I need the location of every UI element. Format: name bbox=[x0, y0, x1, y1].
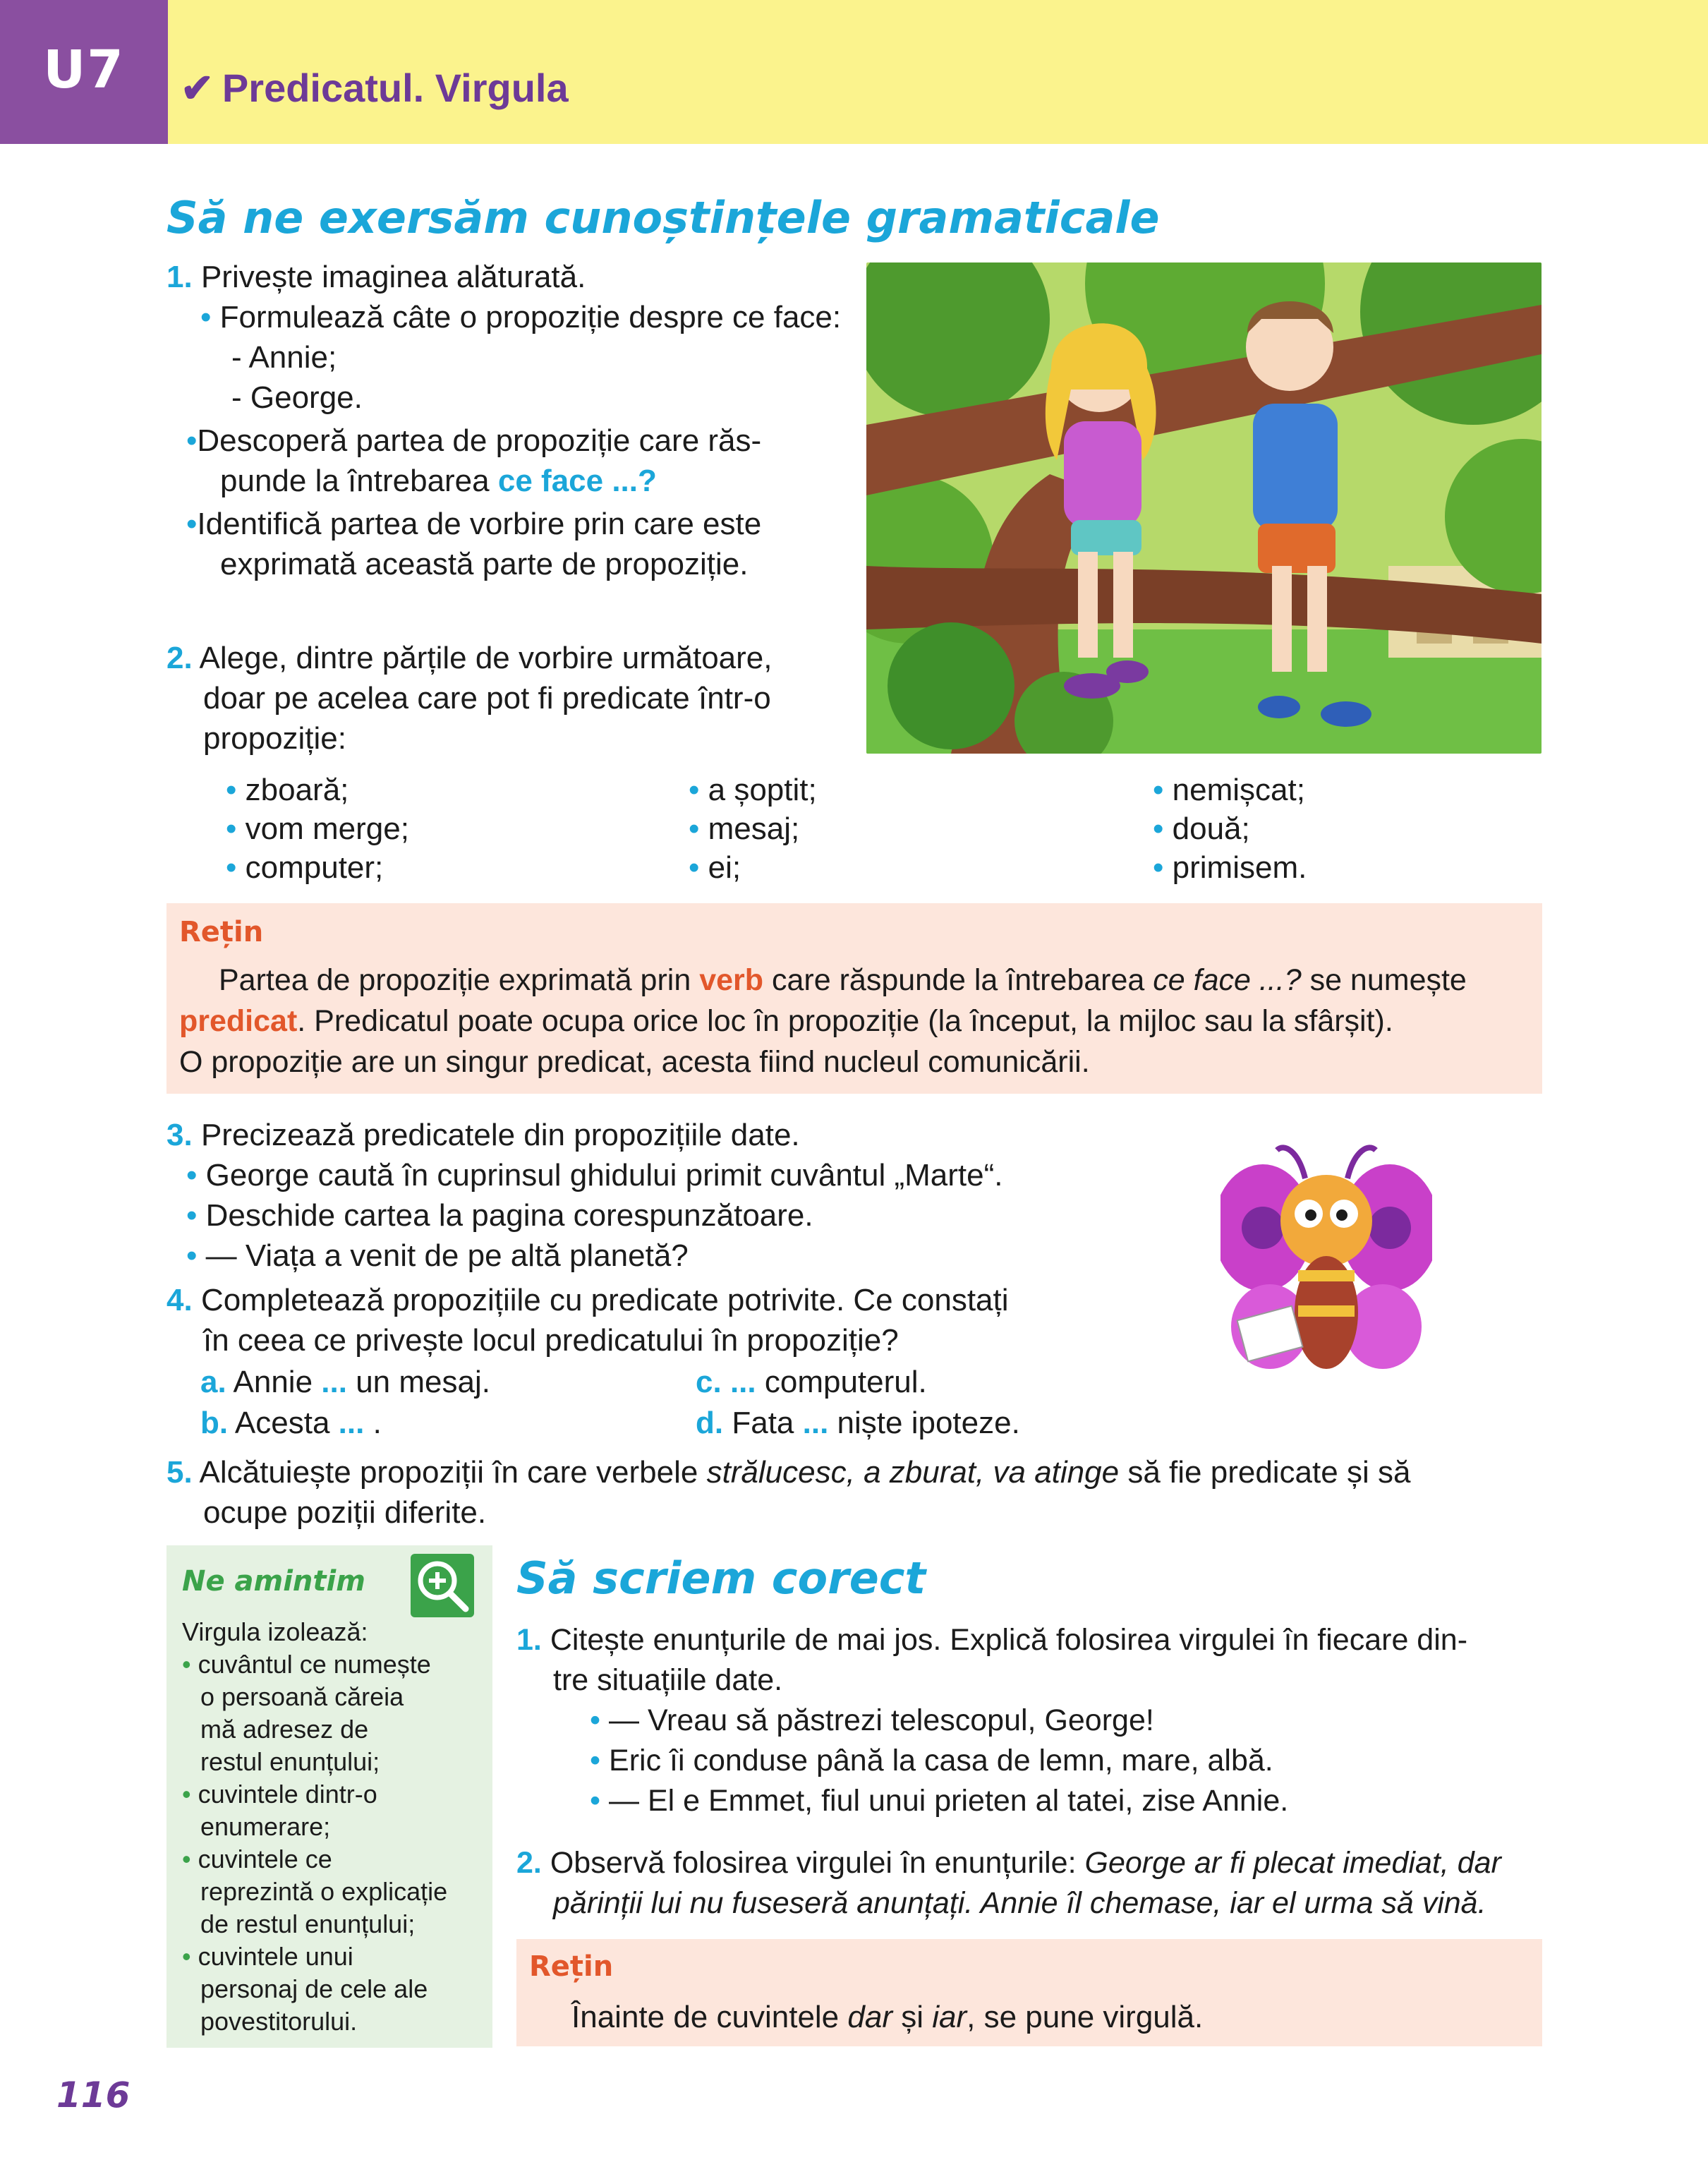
word-item: • mesaj; bbox=[689, 811, 800, 846]
sub-item: - George. bbox=[231, 380, 363, 415]
retin-fragment: . Predicatul poate ocupa orice loc în propoziție (la început, la mijloc sau la sfârșit). bbox=[297, 1004, 1393, 1038]
exercise-text: să fie predicate și să bbox=[1127, 1455, 1411, 1490]
spelling-exercise-2 bbox=[516, 1843, 1546, 1924]
exercise-text: Precizează predicatele din propozițiile date. bbox=[200, 1118, 800, 1152]
word-column-3 bbox=[1153, 771, 1307, 887]
illustration-children-in-tree bbox=[866, 262, 1542, 754]
remember-line: o persoană căreia bbox=[200, 1682, 404, 1711]
blank-dots: ... bbox=[729, 1365, 756, 1399]
exercise-text: doar pe acelea care pot fi predicate într-o bbox=[203, 681, 771, 716]
remember-line: de restul enunțului; bbox=[200, 1909, 416, 1938]
word-column-1 bbox=[226, 771, 409, 887]
retin-keyword-predicat: predicat bbox=[179, 1004, 298, 1038]
exercise-text: în ceea ce privește locul predicatului în propoziție? bbox=[203, 1323, 899, 1358]
exercise-4 bbox=[166, 1280, 1295, 1360]
remember-line: cuvintele unui bbox=[198, 1942, 353, 1971]
exercise-number: 1. bbox=[166, 260, 193, 294]
retin-question: ce face ...? bbox=[1153, 963, 1302, 997]
bullet-item: • — El e Emmet, fiul unui prieten al tatei, zise Annie. bbox=[590, 1784, 1289, 1818]
word-text: computer; bbox=[245, 850, 384, 885]
bullet-text: Formulează câte o propoziție despre ce face: bbox=[219, 300, 842, 334]
word-item: • nemișcat; bbox=[1153, 773, 1305, 807]
bullet-item: •Identifică partea de vorbire prin care este bbox=[186, 507, 762, 541]
exercise-number: 5. bbox=[166, 1455, 193, 1490]
retin-rule bbox=[571, 1997, 1203, 2037]
word-item: • două; bbox=[1153, 811, 1250, 846]
bullet-item: • Formulează câte o propoziție despre ce face: bbox=[200, 300, 842, 334]
exercise-4c bbox=[696, 1362, 927, 1402]
remember-line: restul enunțului; bbox=[200, 1747, 380, 1776]
remember-line: povestitorului. bbox=[200, 2007, 358, 2036]
word-text: nemișcat; bbox=[1172, 773, 1305, 807]
exercise-text: Completează propozițiile cu predicate potrivite. Ce constați bbox=[200, 1283, 1009, 1317]
bullet-text: Deschide cartea la pagina corespunzătoare. bbox=[205, 1198, 813, 1233]
remember-line: reprezintă o explicație bbox=[200, 1877, 448, 1906]
word-text: a șoptit; bbox=[708, 773, 817, 807]
exercise-text: propoziție: bbox=[203, 721, 347, 756]
remember-item: • cuvântul ce numește bbox=[182, 1650, 431, 1679]
retin-fragment: se numește bbox=[1309, 963, 1467, 997]
exercise-text: Observă folosirea virgulei în enunțurile: bbox=[550, 1846, 1077, 1880]
bullet-item: • — Vreau să păstrezi telescopul, George! bbox=[590, 1703, 1154, 1737]
exercise-text: tre situațiile date. bbox=[553, 1663, 783, 1697]
bullet-text: Eric îi conduse până la casa de lemn, mare, albă. bbox=[609, 1744, 1273, 1777]
remember-line: cuvintele dintr-o bbox=[198, 1780, 377, 1809]
remember-line: mă adresez de bbox=[200, 1715, 369, 1744]
spelling-exercise-1 bbox=[516, 1620, 1546, 1821]
sub-item: - Annie; bbox=[231, 340, 337, 375]
exercise-number: 3. bbox=[166, 1118, 193, 1152]
word-item: • primisem. bbox=[1153, 850, 1307, 885]
rule-word: iar bbox=[932, 2000, 967, 2034]
word-item: • zboară; bbox=[226, 773, 349, 807]
bullet-item: • — Viața a venit de pe altă planetă? bbox=[186, 1238, 689, 1273]
exercise-1 bbox=[166, 257, 844, 584]
exercise-text: Citește enunțurile de mai jos. Explică folosirea virgulei în fiecare din- bbox=[550, 1623, 1468, 1657]
example-sentence: George ar fi plecat imediat, dar bbox=[1084, 1846, 1501, 1880]
item-label: d. bbox=[696, 1406, 724, 1440]
item-text: . bbox=[373, 1406, 382, 1440]
blank-dots: ... bbox=[338, 1406, 365, 1440]
remember-title: Ne amintim bbox=[182, 1565, 365, 1598]
bullet-line: exprimată această parte de propoziție. bbox=[220, 547, 749, 581]
example-sentence: părinții lui nu fuseseră anunțați. Annie îl chemase, iar el urma să vină. bbox=[553, 1886, 1486, 1920]
remember-line: cuvintele ce bbox=[198, 1845, 332, 1873]
word-text: vom merge; bbox=[245, 811, 409, 846]
zoom-in-icon bbox=[411, 1554, 474, 1617]
lesson-title bbox=[181, 65, 569, 111]
lesson-title-text: Predicatul. Virgula bbox=[222, 66, 569, 110]
exercise-number: 2. bbox=[516, 1846, 542, 1880]
highlight-question: ce face ...? bbox=[497, 464, 657, 498]
remember-line: personaj de cele ale bbox=[200, 1974, 428, 2003]
remember-item: • cuvintele ce bbox=[182, 1845, 332, 1873]
bullet-text: — El e Emmet, fiul unui prieten al tatei, zise Annie. bbox=[609, 1784, 1289, 1818]
word-item: • computer; bbox=[226, 850, 384, 885]
word-text: ei; bbox=[708, 850, 741, 885]
retin-title: Rețin bbox=[179, 916, 264, 948]
retin-text bbox=[179, 960, 1534, 1082]
exercise-text: Alcătuiește propoziții în care verbele bbox=[199, 1455, 698, 1490]
remember-item: • cuvintele dintr-o bbox=[182, 1780, 377, 1809]
item-text: un mesaj. bbox=[356, 1365, 490, 1399]
word-item: • ei; bbox=[689, 850, 741, 885]
item-label: c. bbox=[696, 1365, 722, 1399]
rule-word: dar bbox=[847, 2000, 892, 2034]
remember-line: cuvântul ce numește bbox=[198, 1650, 431, 1679]
remember-line: enumerare; bbox=[200, 1812, 331, 1841]
retin-fragment: O propoziție are un singur predicat, acesta fiind nucleul comunicării. bbox=[179, 1045, 1090, 1079]
word-text: zboară; bbox=[245, 773, 349, 807]
blank-dots: ... bbox=[802, 1406, 829, 1440]
rule-text: și bbox=[901, 2000, 923, 2034]
bullet-text: Identifică partea de vorbire prin care este bbox=[197, 507, 762, 541]
blank-dots: ... bbox=[321, 1365, 347, 1399]
exercise-number: 4. bbox=[166, 1283, 193, 1317]
bullet-item: •Descoperă partea de propoziție care răs- bbox=[186, 423, 762, 458]
bullet-text: punde la întrebarea bbox=[220, 464, 490, 498]
word-text: mesaj; bbox=[708, 811, 800, 846]
rule-text: Înainte de cuvintele bbox=[571, 2000, 840, 2034]
word-item: • a șoptit; bbox=[689, 773, 817, 807]
retin-fragment: care răspunde la întrebarea bbox=[772, 963, 1145, 997]
exercise-text: Privește imaginea alăturată. bbox=[200, 260, 586, 294]
rule-text: , se pune virgulă. bbox=[967, 2000, 1204, 2034]
exercise-number: 1. bbox=[516, 1623, 542, 1657]
word-column-2 bbox=[689, 771, 817, 887]
remember-intro: Virgula izolează: bbox=[182, 1617, 368, 1646]
bullet-line bbox=[166, 461, 844, 501]
item-text: Acesta bbox=[234, 1406, 330, 1440]
remember-item: • cuvintele unui bbox=[182, 1942, 353, 1971]
tree-scene-image bbox=[866, 262, 1542, 754]
retin-keyword-verb: verb bbox=[699, 963, 764, 997]
exercise-4d bbox=[696, 1403, 1020, 1443]
exercise-number: 2. bbox=[166, 641, 193, 675]
word-text: primisem. bbox=[1172, 850, 1307, 885]
exercise-2 bbox=[166, 638, 844, 759]
exercise-3 bbox=[166, 1115, 1225, 1276]
exercise-text: ocupe poziții diferite. bbox=[203, 1495, 487, 1530]
item-text: Annie bbox=[233, 1365, 313, 1399]
section-heading-spelling: Să scriem corect bbox=[516, 1552, 926, 1604]
item-text: computerul. bbox=[764, 1365, 927, 1399]
unit-code: U7 bbox=[43, 40, 125, 100]
verb-examples: strălucesc, a zburat, va atinge bbox=[706, 1455, 1120, 1490]
bullet-item: • Deschide cartea la pagina corespunzătoare. bbox=[186, 1198, 813, 1233]
bullet-item: • Eric îi conduse până la casa de lemn, mare, albă. bbox=[590, 1744, 1273, 1777]
word-text: două; bbox=[1172, 811, 1250, 846]
check-icon: ✔ bbox=[181, 66, 214, 110]
retin-fragment: Partea de propoziție exprimată prin bbox=[219, 963, 691, 997]
word-item: • vom merge; bbox=[226, 811, 409, 846]
page-number: 116 bbox=[56, 2075, 131, 2115]
retin-title-2: Rețin bbox=[529, 1950, 614, 1983]
exercise-4a bbox=[200, 1362, 490, 1402]
remember-content bbox=[182, 1616, 478, 2038]
bullet-item: • George caută în cuprinsul ghidului primit cuvântul „Marte“. bbox=[186, 1158, 1003, 1193]
bullet-text: Descoperă partea de propoziție care răs- bbox=[197, 423, 762, 458]
bullet-text: — Vreau să păstrezi telescopul, George! bbox=[609, 1703, 1154, 1737]
item-label: b. bbox=[200, 1406, 229, 1440]
item-label: a. bbox=[200, 1365, 226, 1399]
item-text: Fata bbox=[732, 1406, 794, 1440]
exercise-5 bbox=[166, 1452, 1542, 1533]
exercise-text: Alege, dintre părțile de vorbire următoare, bbox=[199, 641, 773, 675]
section-heading-grammar: Să ne exersăm cunoștințele gramaticale bbox=[166, 192, 1160, 243]
bullet-text: George caută în cuprinsul ghidului primit cuvântul „Marte“. bbox=[205, 1158, 1003, 1193]
item-text: niște ipoteze. bbox=[837, 1406, 1020, 1440]
bullet-text: — Viața a venit de pe altă planetă? bbox=[205, 1238, 689, 1273]
exercise-4b bbox=[200, 1403, 382, 1443]
